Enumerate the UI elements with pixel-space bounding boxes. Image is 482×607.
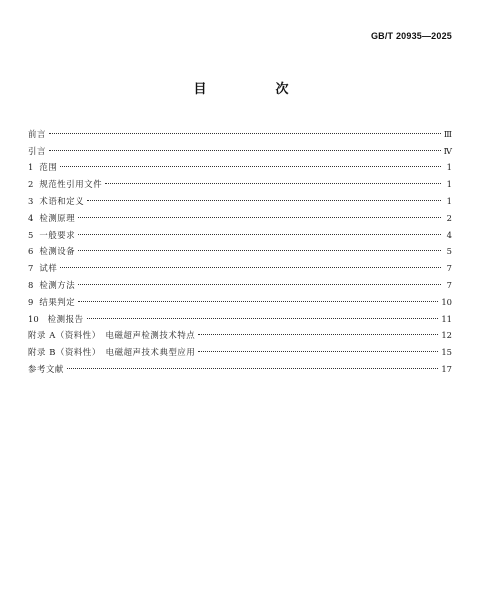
toc-entry[interactable] xyxy=(28,256,452,273)
toc-entry-page: 7 xyxy=(446,279,452,290)
toc-entry[interactable] xyxy=(28,290,452,307)
toc-entry-page: Ⅲ xyxy=(443,128,452,139)
toc-entry[interactable] xyxy=(28,273,452,290)
toc-entry-label: 规范性引用文件 xyxy=(39,179,103,190)
toc-entry-page: 1 xyxy=(446,162,452,173)
toc-entry-number: 7 xyxy=(28,263,34,274)
toc-entry-number: 4 xyxy=(28,212,34,223)
toc-entry-page: 1 xyxy=(446,195,452,206)
toc-entry[interactable] xyxy=(28,307,452,324)
toc-entry[interactable] xyxy=(28,206,452,223)
toc-entry-number: 8 xyxy=(28,279,34,290)
toc-leader-dots xyxy=(198,334,438,335)
toc-leader-dots xyxy=(87,200,441,201)
toc-leader-dots xyxy=(60,166,441,167)
toc-entry-page: 2 xyxy=(446,212,452,223)
toc-entry-number: 1 xyxy=(28,162,34,173)
toc-entry-page: 1 xyxy=(446,179,452,190)
toc-entry-label: 附录 A（资料性） 电磁超声检测技术特点 xyxy=(28,330,196,341)
toc-entry-page: 11 xyxy=(441,313,452,324)
toc-entry-label: 结果判定 xyxy=(39,296,76,307)
toc-entry[interactable] xyxy=(28,122,452,139)
toc-entry[interactable] xyxy=(28,223,452,240)
toc-entry-number: 3 xyxy=(28,195,34,206)
toc-entry-page: 10 xyxy=(441,296,452,307)
toc-entry[interactable] xyxy=(28,172,452,189)
toc-leader-dots xyxy=(78,301,438,302)
toc-leader-dots xyxy=(60,267,441,268)
toc-leader-dots xyxy=(87,318,439,319)
toc-leader-dots xyxy=(105,183,441,184)
toc-entry-label: 检测设备 xyxy=(39,246,76,257)
toc-leader-dots xyxy=(78,250,441,251)
toc-entry-label: 附录 B（资料性） 电磁超声技术典型应用 xyxy=(28,347,196,358)
toc-entry-page: Ⅳ xyxy=(443,145,452,156)
toc-leader-dots xyxy=(49,150,441,151)
toc-leader-dots xyxy=(49,133,441,134)
toc-entry-page: 15 xyxy=(441,347,452,358)
toc-entry-label: 检测报告 xyxy=(47,313,84,324)
toc-entry[interactable] xyxy=(28,357,452,374)
toc-entry-number: 5 xyxy=(28,229,34,240)
toc-leader-dots xyxy=(198,351,438,352)
toc-entry-label: 检测方法 xyxy=(39,279,76,290)
toc-entry-page: 12 xyxy=(441,330,452,341)
toc-leader-dots xyxy=(78,217,441,218)
toc-entry-label: 一般要求 xyxy=(39,229,76,240)
toc-entry-label: 检测原理 xyxy=(39,212,76,223)
toc-entry-page: 4 xyxy=(446,229,452,240)
toc-entry-label: 术语和定义 xyxy=(39,195,85,206)
toc-entry[interactable] xyxy=(28,324,452,341)
toc-entry[interactable] xyxy=(28,240,452,257)
toc-entry-page: 17 xyxy=(441,363,452,374)
toc-entry-label: 试样 xyxy=(39,263,58,274)
toc-entry[interactable] xyxy=(28,340,452,357)
toc-entry[interactable] xyxy=(28,189,452,206)
standard-code: GB/T 20935—2025 xyxy=(370,31,452,41)
toc-entry-label: 引言 xyxy=(28,145,46,156)
toc-entry-number: 9 xyxy=(28,296,34,307)
table-of-contents xyxy=(28,122,452,374)
toc-leader-dots xyxy=(78,234,441,235)
toc-entry[interactable] xyxy=(28,139,452,156)
toc-entry-number: 6 xyxy=(28,246,34,257)
toc-entry-page: 7 xyxy=(446,263,452,274)
toc-entry[interactable] xyxy=(28,156,452,173)
toc-leader-dots xyxy=(67,368,438,369)
toc-title: 目 次 xyxy=(193,82,317,97)
toc-entry-page: 5 xyxy=(446,246,452,257)
toc-entry-number: 2 xyxy=(28,179,34,190)
toc-entry-label: 范围 xyxy=(39,162,58,173)
toc-leader-dots xyxy=(78,284,441,285)
toc-entry-label: 参考文献 xyxy=(28,363,64,374)
toc-entry-number: 10 xyxy=(28,313,39,324)
toc-entry-label: 前言 xyxy=(28,128,46,139)
